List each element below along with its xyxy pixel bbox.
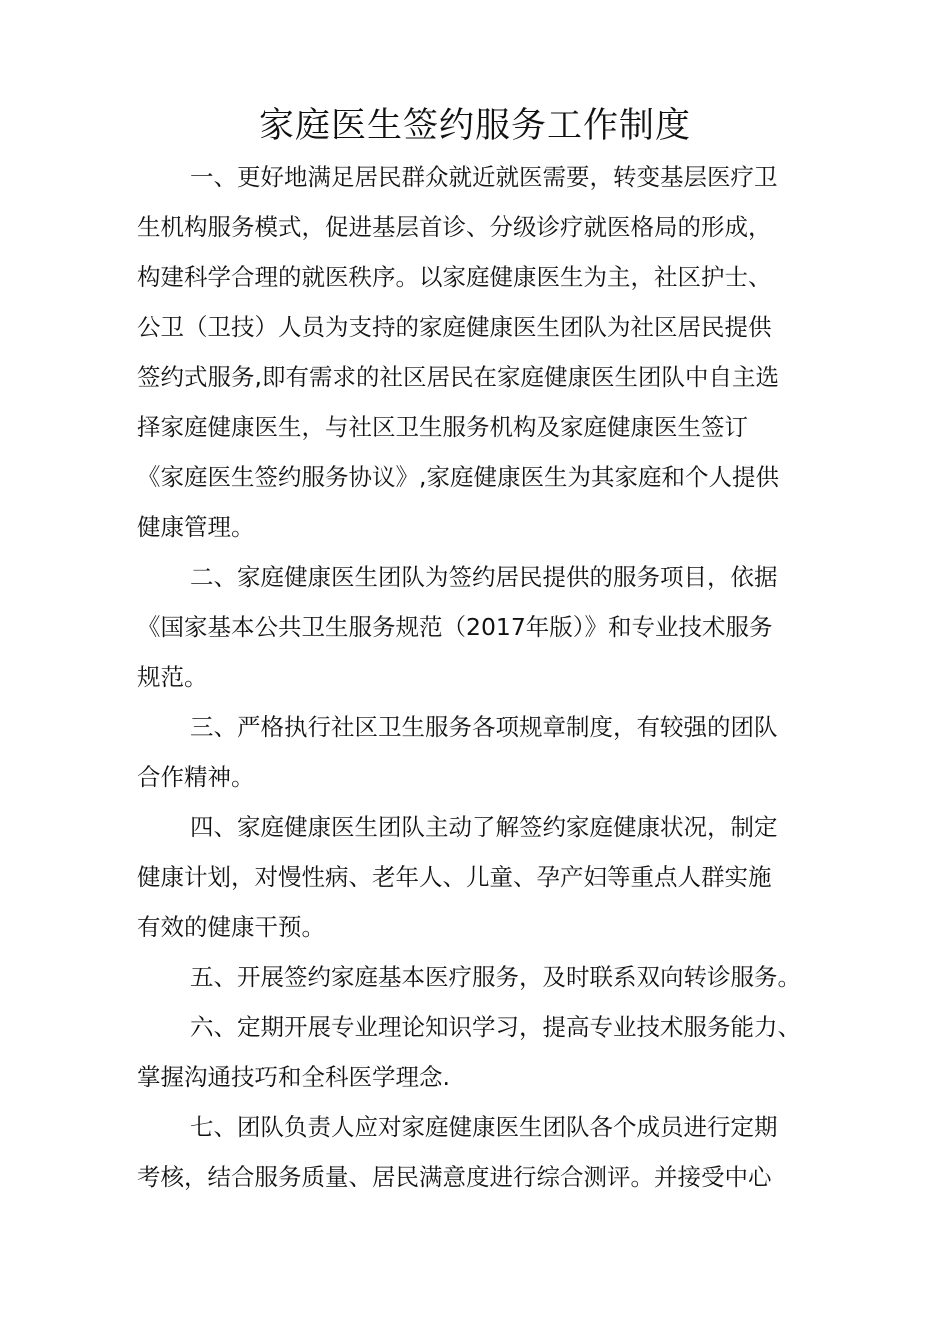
paragraph-1-line-5: 签约式服务,即有需求的社区居民在家庭健康医生团队中自主选 (137, 363, 779, 391)
paragraph-2-line-3: 规范。 (137, 663, 208, 691)
paragraph-1-line-8: 健康管理。 (137, 513, 255, 541)
paragraph-2-line-1: 二、家庭健康医生团队为签约居民提供的服务项目，依据 (190, 563, 778, 591)
paragraph-1-line-6: 择家庭健康医生，与社区卫生服务机构及家庭健康医生签订 (137, 413, 748, 441)
paragraph-3-line-1: 三、严格执行社区卫生服务各项规章制度，有较强的团队 (190, 713, 778, 741)
paragraph-1-line-1: 一、更好地满足居民群众就近就医需要，转变基层医疗卫 (190, 163, 778, 191)
paragraph-2-line-2: 《国家基本公共卫生服务规范（2017年版）》和专业技术服务 (137, 613, 773, 641)
paragraph-6-line-2: 掌握沟通技巧和全科医学理念. (137, 1063, 450, 1091)
paragraph-5-line-1: 五、开展签约家庭基本医疗服务，及时联系双向转诊服务。 (190, 963, 801, 991)
paragraph-7-line-2: 考核，结合服务质量、居民满意度进行综合测评。并接受中心 (137, 1163, 772, 1191)
paragraph-4-line-3: 有效的健康干预。 (137, 913, 325, 941)
paragraph-1-line-4: 公卫（卫技）人员为支持的家庭健康医生团队为社区居民提供 (137, 313, 772, 341)
paragraph-1-line-7: 《家庭医生签约服务协议》,家庭健康医生为其家庭和个人提供 (137, 463, 779, 491)
document-title: 家庭医生签约服务工作制度 (258, 106, 691, 146)
paragraph-1-line-3: 构建科学合理的就医秩序。以家庭健康医生为主，社区护士、 (137, 263, 772, 291)
paragraph-3-line-2: 合作精神。 (137, 763, 255, 791)
paragraph-4-line-2: 健康计划，对慢性病、老年人、儿童、孕产妇等重点人群实施 (137, 863, 772, 891)
paragraph-6-line-1: 六、定期开展专业理论知识学习，提高专业技术服务能力、 (190, 1013, 801, 1041)
paragraph-7-line-1: 七、团队负责人应对家庭健康医生团队各个成员进行定期 (190, 1113, 778, 1141)
paragraph-1-line-2: 生机构服务模式，促进基层首诊、分级诊疗就医格局的形成， (137, 213, 772, 241)
paragraph-4-line-1: 四、家庭健康医生团队主动了解签约家庭健康状况，制定 (190, 813, 778, 841)
